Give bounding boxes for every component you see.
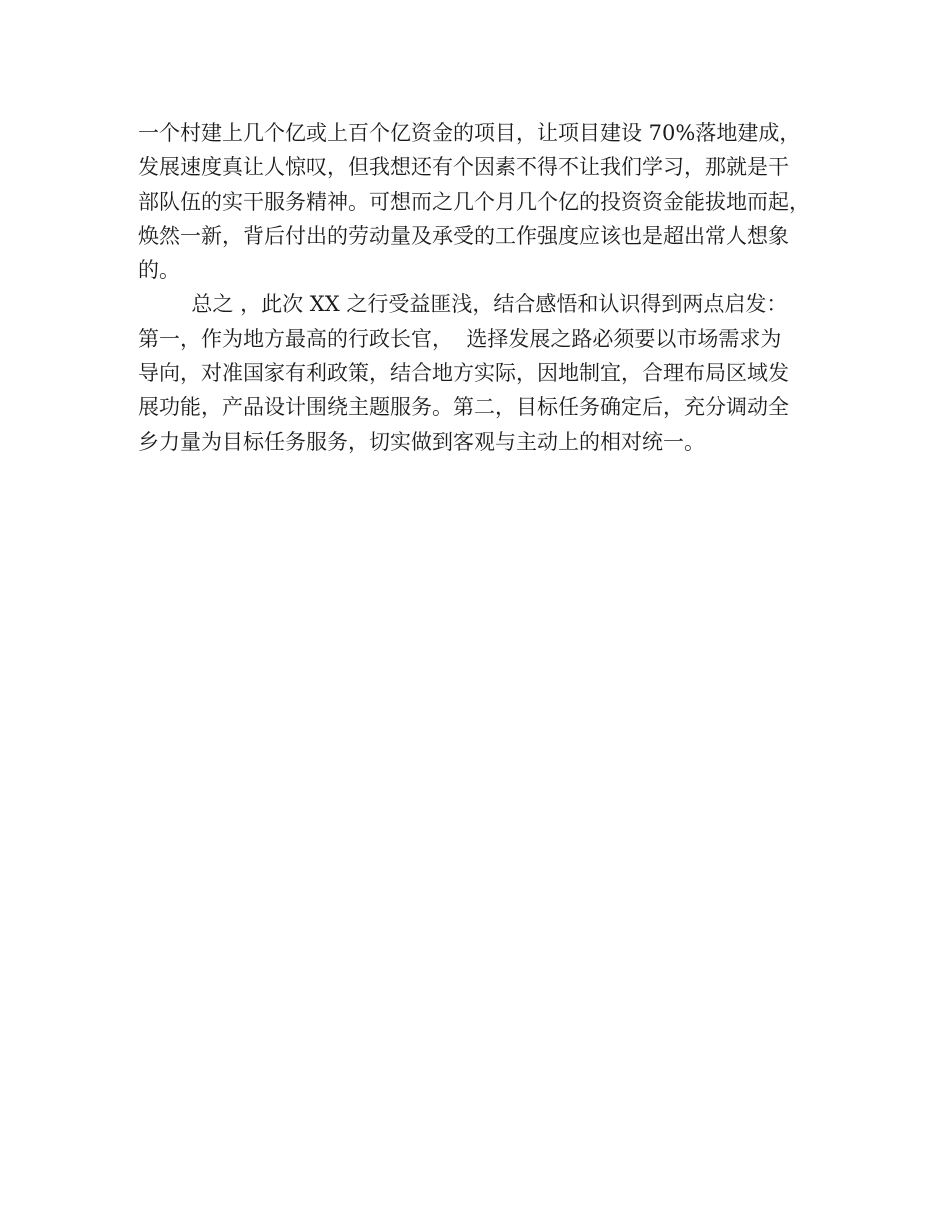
paragraph-2 — [138, 287, 838, 458]
paragraph-1 — [138, 116, 838, 287]
text-line: 发展速度真让人惊叹，但我想还有个因素不得不让我们学习，那就是干 — [138, 155, 789, 180]
text-line: 一个村建上几个亿或上百个亿资金的项目，让项目建设 70%落地建成， — [138, 121, 801, 145]
text-line: 导向，对准国家有利政策，结合地方实际，因地制宜，合理布局区域发 — [138, 361, 789, 386]
text-line: 展功能，产品设计围绕主题服务。第二，目标任务确定后，充分调动全 — [138, 395, 789, 420]
text-line: 部队伍的实干服务精神。可想而之几个月几个亿的投资资金能拔地而起， — [138, 189, 810, 214]
text-line: 乡力量为目标任务服务，切实做到客观与主动上的相对统一。 — [138, 429, 705, 454]
text-line: 第一，作为地方最高的行政长官， 选择发展之路必须要以市场需求为 — [138, 326, 782, 351]
text-line: 总之 ，此次 XX 之行受益匪浅，结合感悟和认识得到两点启发： — [138, 292, 788, 317]
text-line: 焕然一新，背后付出的劳动量及承受的工作强度应该也是超出常人想象 — [138, 223, 789, 248]
document-body — [138, 116, 838, 459]
text-line: 的。 — [138, 258, 180, 283]
